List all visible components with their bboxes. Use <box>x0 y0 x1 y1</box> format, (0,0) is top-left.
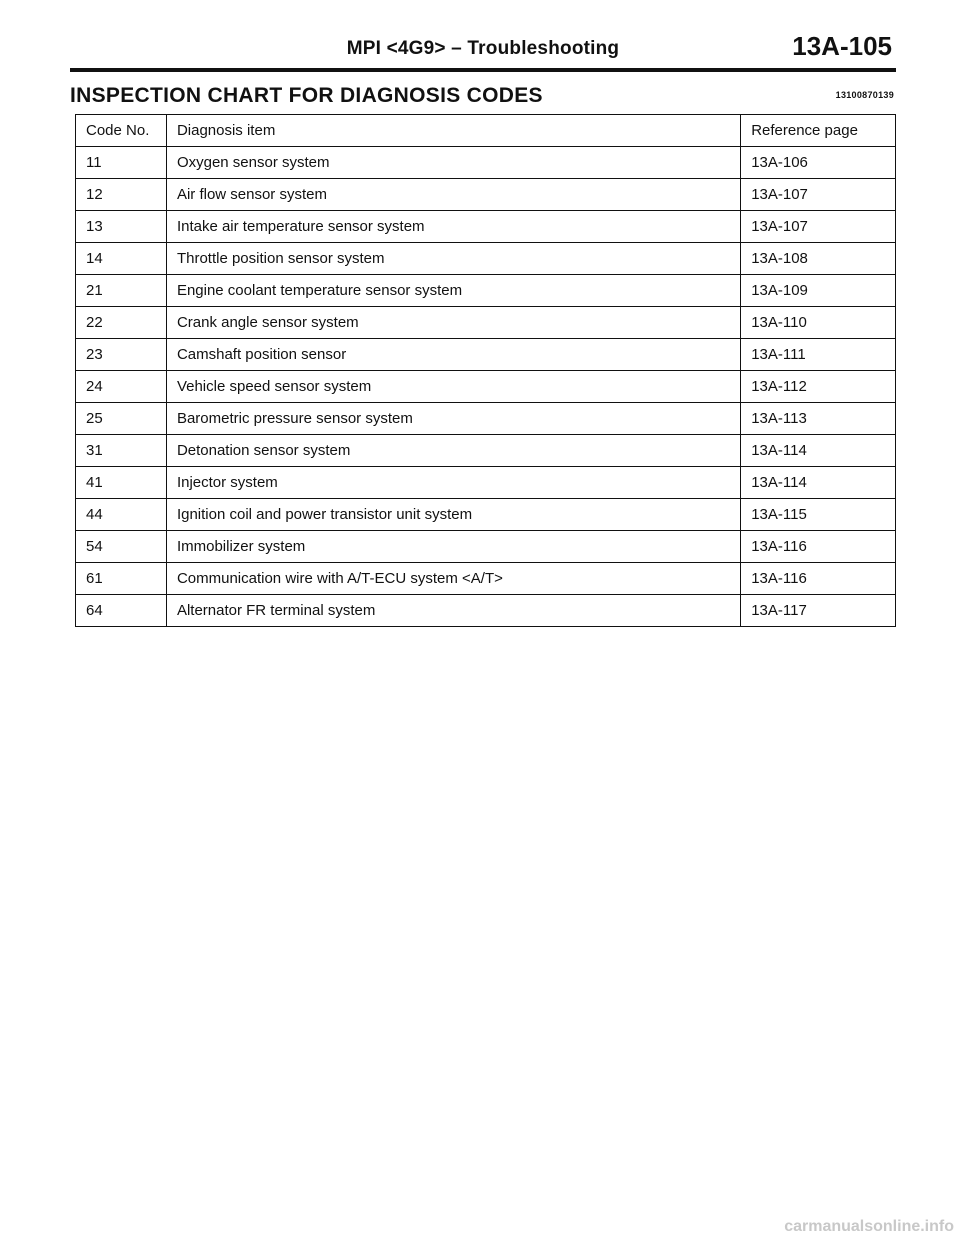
reference-page-cell: 13A-107 <box>741 179 896 211</box>
code-cell: 25 <box>76 403 167 435</box>
diagnosis-item-cell: Ignition coil and power transistor unit system <box>166 499 740 531</box>
column-header-reference-page: Reference page <box>741 115 896 147</box>
code-cell: 22 <box>76 307 167 339</box>
code-cell: 44 <box>76 499 167 531</box>
table-row <box>76 339 896 371</box>
diagnosis-item-cell: Barometric pressure sensor system <box>166 403 740 435</box>
code-cell: 23 <box>76 339 167 371</box>
table-row <box>76 147 896 179</box>
page-header <box>70 28 896 72</box>
diagnosis-item-cell: Camshaft position sensor <box>166 339 740 371</box>
reference-page-cell: 13A-114 <box>741 435 896 467</box>
code-cell: 13 <box>76 211 167 243</box>
page-header-title: MPI <4G9> – Troubleshooting <box>346 38 620 59</box>
code-cell: 14 <box>76 243 167 275</box>
table-row <box>76 243 896 275</box>
code-cell: 24 <box>76 371 167 403</box>
code-cell: 64 <box>76 595 167 627</box>
diagnosis-item-cell: Communication wire with A/T-ECU system <A/T> <box>166 563 740 595</box>
page-number: 13A-105 <box>792 31 892 61</box>
diagnosis-item-cell: Detonation sensor system <box>166 435 740 467</box>
code-cell: 61 <box>76 563 167 595</box>
watermark: carmanualsonline.info <box>784 1218 954 1235</box>
reference-page-cell: 13A-106 <box>741 147 896 179</box>
table-row <box>76 275 896 307</box>
table-row <box>76 403 896 435</box>
table-row <box>76 531 896 563</box>
code-cell: 21 <box>76 275 167 307</box>
diagnosis-item-cell: Vehicle speed sensor system <box>166 371 740 403</box>
table-row <box>76 499 896 531</box>
diagnosis-item-cell: Throttle position sensor system <box>166 243 740 275</box>
reference-page-cell: 13A-113 <box>741 403 896 435</box>
reference-page-cell: 13A-112 <box>741 371 896 403</box>
reference-page-cell: 13A-116 <box>741 563 896 595</box>
table-row <box>76 211 896 243</box>
reference-page-cell: 13A-108 <box>741 243 896 275</box>
diagnosis-item-cell: Immobilizer system <box>166 531 740 563</box>
table-row <box>76 563 896 595</box>
table-row <box>76 179 896 211</box>
reference-page-cell: 13A-115 <box>741 499 896 531</box>
reference-page-cell: 13A-111 <box>741 339 896 371</box>
code-cell: 12 <box>76 179 167 211</box>
code-cell: 54 <box>76 531 167 563</box>
column-header-code: Code No. <box>76 115 167 147</box>
code-cell: 31 <box>76 435 167 467</box>
diagnosis-item-cell: Engine coolant temperature sensor system <box>166 275 740 307</box>
diagnosis-item-cell: Oxygen sensor system <box>166 147 740 179</box>
table-row <box>76 595 896 627</box>
reference-page-cell: 13A-107 <box>741 211 896 243</box>
code-cell: 41 <box>76 467 167 499</box>
diagnosis-item-cell: Intake air temperature sensor system <box>166 211 740 243</box>
code-cell: 11 <box>76 147 167 179</box>
diagnosis-item-cell: Crank angle sensor system <box>166 307 740 339</box>
table-row <box>76 435 896 467</box>
diagnosis-item-cell: Injector system <box>166 467 740 499</box>
diagnosis-item-cell: Air flow sensor system <box>166 179 740 211</box>
document-id: 13100870139 <box>835 90 894 100</box>
table-row <box>76 307 896 339</box>
inspection-chart-table <box>75 114 896 627</box>
column-header-diagnosis-item: Diagnosis item <box>166 115 740 147</box>
reference-page-cell: 13A-116 <box>741 531 896 563</box>
reference-page-cell: 13A-109 <box>741 275 896 307</box>
reference-page-cell: 13A-110 <box>741 307 896 339</box>
table-header-row <box>76 115 896 147</box>
section-title: INSPECTION CHART FOR DIAGNOSIS CODES <box>70 84 543 107</box>
table-row <box>76 371 896 403</box>
reference-page-cell: 13A-117 <box>741 595 896 627</box>
reference-page-cell: 13A-114 <box>741 467 896 499</box>
diagnosis-item-cell: Alternator FR terminal system <box>166 595 740 627</box>
table-row <box>76 467 896 499</box>
